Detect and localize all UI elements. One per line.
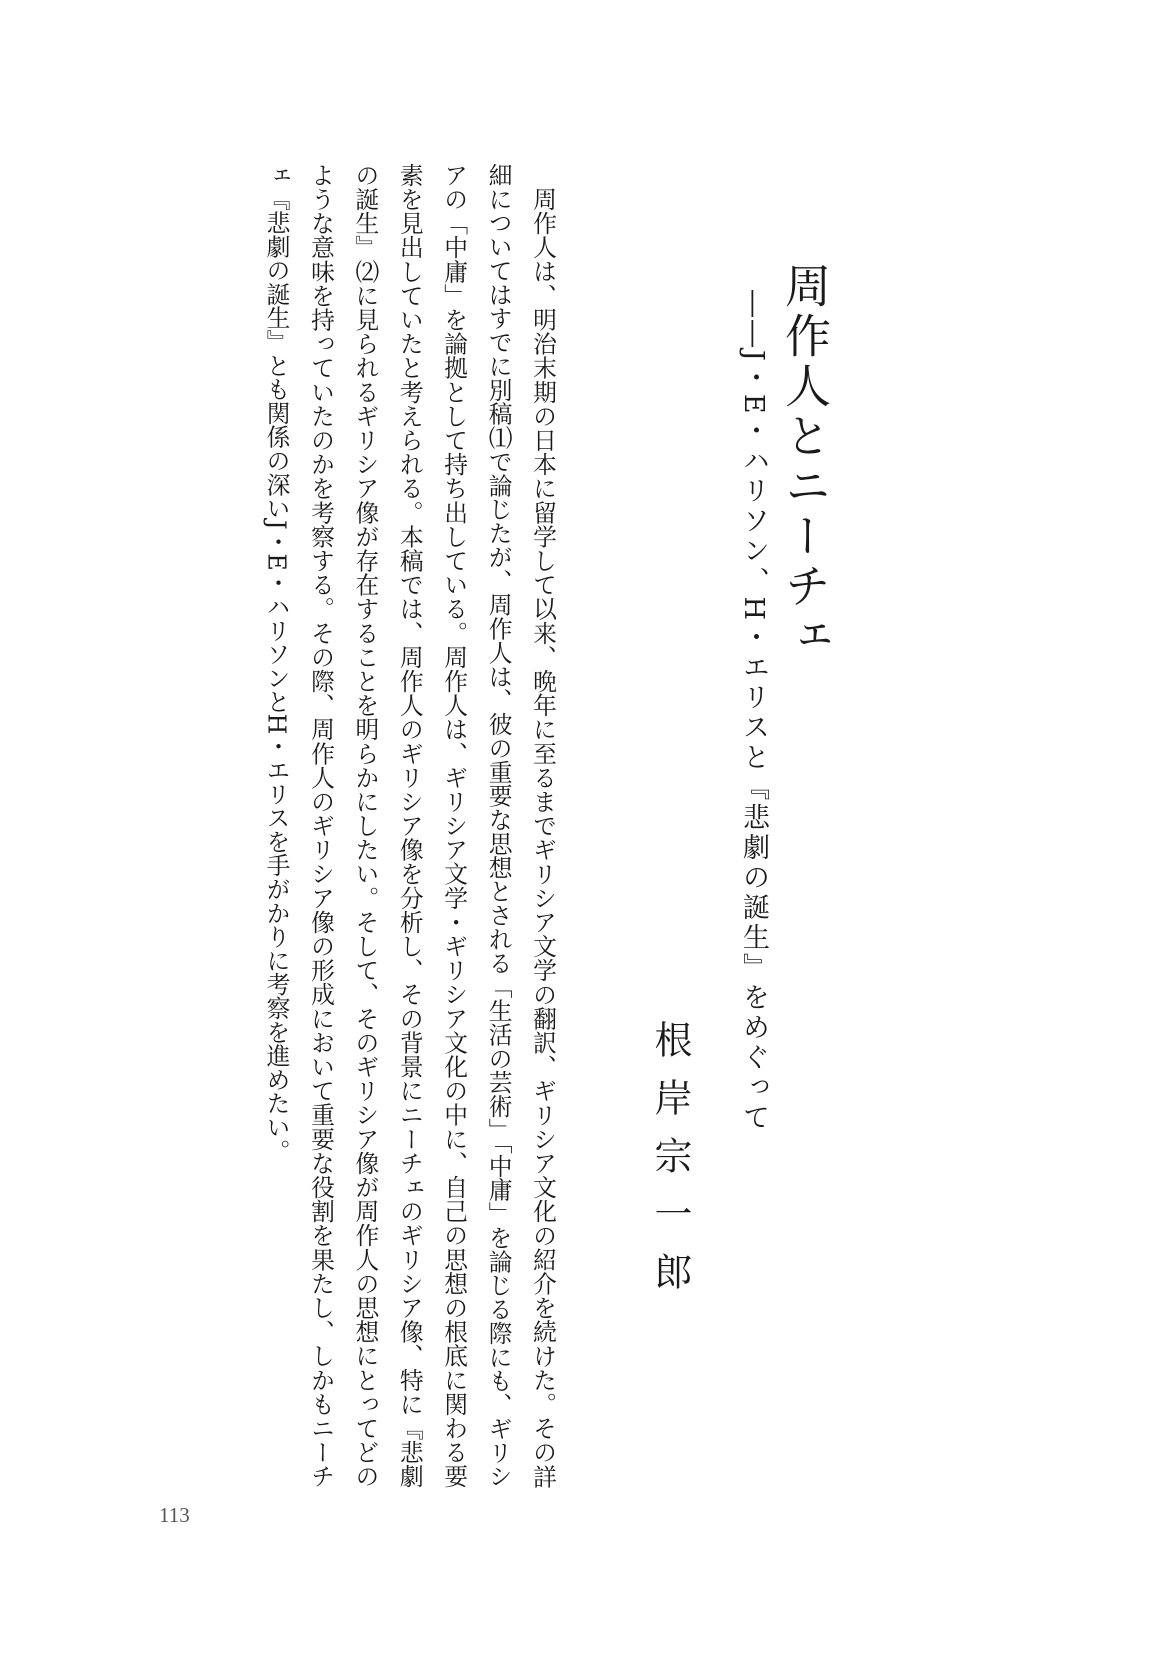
- author-name: 根岸宗一郎: [648, 1020, 692, 1310]
- body-paragraph: 周作人は、明治末期の日本に留学して以来、晩年に至るまでギリシア文学の翻訳、ギリシア文化の紹介を続けた。その詳細についてはすでに別稿⑴で論じたが、周作人は、彼の重要な思想とされる「生活の芸術」「中庸」を論じる際にも、ギリシアの「中庸」を論拠として持ち出している。周作人は、ギリシア文学・ギリシア文化の中に、自己の思想の根底に関わる要素を見出していたと考えられる。本稿では、周作人のギリシア像を分析し、その背景にニーチェのギリシア像、特に『悲劇の誕生』⑵に見られるギリシア像が存在することを明らかにしたい。そして、そのギリシア像が周作人の思想にとってどのような意味を持っていたのかを考察する。その際、周作人のギリシア像の形成において重要な役割を果たし、しかもニーチェ『悲劇の誕生』とも関係の深いJ・E・ハリソンとH・エリスを手がかりに考察を進めたい。: [262, 163, 557, 1488]
- article-title: 周作人とニーチェ: [778, 262, 832, 662]
- page-number: 113: [159, 1503, 190, 1527]
- article-subtitle: ――J・E・ハリソン、H・エリスと『悲劇の誕生』をめぐって: [738, 290, 769, 1134]
